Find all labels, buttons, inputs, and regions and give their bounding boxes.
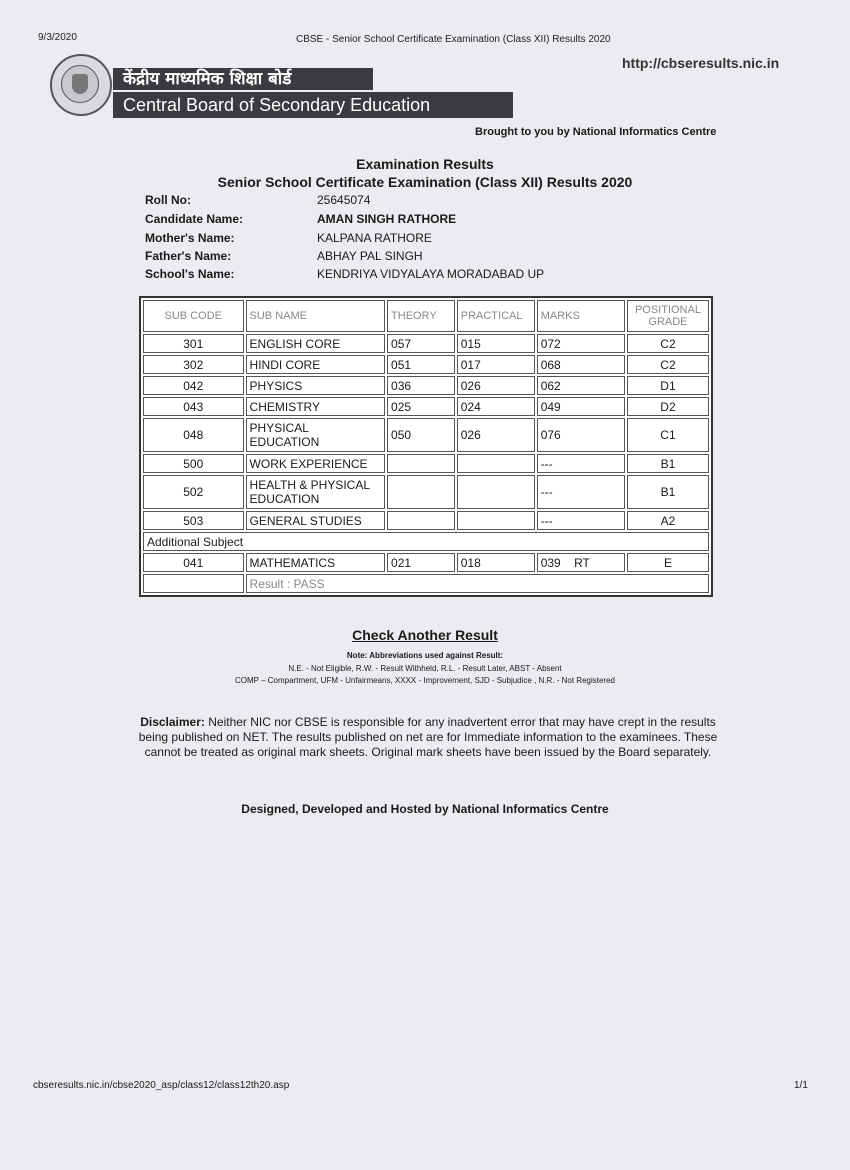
theory: 021 <box>387 553 455 572</box>
cbse-logo-icon <box>50 54 112 116</box>
mother-value: KALPANA RATHORE <box>317 231 432 245</box>
marks: --- <box>537 454 625 473</box>
father-label: Father's Name: <box>145 249 232 263</box>
result-row <box>143 574 709 593</box>
grade: C2 <box>627 355 709 374</box>
print-title: CBSE - Senior School Certificate Examination (Class XII) Results 2020 <box>296 34 611 45</box>
additional-subject-label: Additional Subject <box>143 532 709 551</box>
disclaimer <box>138 715 718 760</box>
sub-code: 502 <box>143 475 244 509</box>
note-line-2: COMP – Compartment, UFM - Unfairmeans, XXXX - Improvement, SJD - Subjudice , N.R. - Not Registered <box>235 676 615 685</box>
hindi-board-name: केंद्रीय माध्यमिक शिक्षा बोर्ड <box>113 68 373 90</box>
table-row <box>143 511 709 530</box>
table-row <box>143 475 709 509</box>
grade: C1 <box>627 418 709 452</box>
theory: 050 <box>387 418 455 452</box>
sub-name-line1: HEALTH & PHYSICAL <box>249 478 371 492</box>
practical: 018 <box>457 553 535 572</box>
exam-heading: Examination Results <box>356 156 494 172</box>
sub-code: 048 <box>143 418 244 452</box>
sub-name: GENERAL STUDIES <box>246 511 386 530</box>
sub-name <box>246 475 386 509</box>
theory: 025 <box>387 397 455 416</box>
sub-code: 041 <box>143 553 244 572</box>
table-row <box>143 376 709 395</box>
footer-page: 1/1 <box>794 1080 808 1091</box>
marks-table <box>139 296 713 597</box>
sub-name: MATHEMATICS <box>246 553 386 572</box>
theory <box>387 454 455 473</box>
note-title: Note: Abbreviations used against Result: <box>346 651 504 660</box>
disclaimer-text: Neither NIC nor CBSE is responsible for any inadvertent error that may have crept in the results being published on NET. The results published on net are for Immediate information to the examinees. These cannot be treated as original mark sheets. Original mark sheets have been issued by the Board separately. <box>138 715 718 759</box>
sub-code: 043 <box>143 397 244 416</box>
theory: 051 <box>387 355 455 374</box>
header-grade <box>627 300 709 332</box>
header-marks: MARKS <box>537 300 625 332</box>
table-row <box>143 418 709 452</box>
theory: 057 <box>387 334 455 353</box>
print-date: 9/3/2020 <box>38 32 77 43</box>
sub-code: 302 <box>143 355 244 374</box>
header-theory: THEORY <box>387 300 455 332</box>
marks: --- <box>537 475 625 509</box>
practical: 026 <box>457 418 535 452</box>
grade: D2 <box>627 397 709 416</box>
school-value: KENDRIYA VIDYALAYA MORADABAD UP <box>317 267 545 281</box>
theory: 036 <box>387 376 455 395</box>
school-label: School's Name: <box>145 267 235 281</box>
practical <box>457 454 535 473</box>
marks: 072 <box>537 334 625 353</box>
sub-name: ENGLISH CORE <box>246 334 386 353</box>
father-value: ABHAY PAL SINGH <box>317 249 423 263</box>
roll-label: Roll No: <box>145 193 191 207</box>
candidate-value: AMAN SINGH RATHORE <box>317 212 457 226</box>
header-grade-line2: GRADE <box>648 316 688 328</box>
sub-name: HINDI CORE <box>246 355 386 374</box>
table-row <box>143 553 709 572</box>
grade: A2 <box>627 511 709 530</box>
mother-label: Mother's Name: <box>145 231 235 245</box>
sub-name: WORK EXPERIENCE <box>246 454 386 473</box>
sub-name-line1: PHYSICAL <box>249 421 309 435</box>
theory <box>387 475 455 509</box>
brought-by: Brought to you by National Informatics Centre <box>475 126 717 138</box>
sub-name: CHEMISTRY <box>246 397 386 416</box>
marks-note: RT <box>574 555 590 570</box>
designed-by: Designed, Developed and Hosted by National Informatics Centre <box>241 802 609 816</box>
table-header-row <box>143 300 709 332</box>
additional-subject-row <box>143 532 709 551</box>
header-grade-line1: POSITIONAL <box>634 304 701 316</box>
header-sub-name: SUB NAME <box>246 300 386 332</box>
exam-subheading: Senior School Certificate Examination (Class XII) Results 2020 <box>217 174 633 190</box>
table-row <box>143 397 709 416</box>
footer-url: cbseresults.nic.in/cbse2020_asp/class12/class12th20.asp <box>33 1080 290 1091</box>
candidate-label: Candidate Name: <box>145 212 244 226</box>
grade: B1 <box>627 475 709 509</box>
sub-name: PHYSICS <box>246 376 386 395</box>
practical <box>457 511 535 530</box>
result-status: Result : PASS <box>246 574 709 593</box>
practical: 024 <box>457 397 535 416</box>
table-row <box>143 334 709 353</box>
check-another-result-link[interactable]: Check Another Result <box>352 627 498 643</box>
disclaimer-label: Disclaimer: <box>140 715 205 729</box>
sub-name-line2: EDUCATION <box>249 435 320 449</box>
grade: B1 <box>627 454 709 473</box>
table-row <box>143 355 709 374</box>
sub-name <box>246 418 386 452</box>
practical: 015 <box>457 334 535 353</box>
marks-value: 039 <box>540 555 561 570</box>
sub-code: 042 <box>143 376 244 395</box>
marks: 068 <box>537 355 625 374</box>
marks: 049 <box>537 397 625 416</box>
grade: D1 <box>627 376 709 395</box>
sub-name-line2: EDUCATION <box>249 492 320 506</box>
theory <box>387 511 455 530</box>
marks: 062 <box>537 376 625 395</box>
note-line-1: N.E. - Not Eligible, R.W. - Result Withheld, R.L. - Result Later, ABST - Absent <box>288 664 562 673</box>
header-sub-code: SUB CODE <box>143 300 244 332</box>
header-practical: PRACTICAL <box>457 300 535 332</box>
marks: --- <box>537 511 625 530</box>
practical <box>457 475 535 509</box>
practical: 026 <box>457 376 535 395</box>
marks <box>537 553 625 572</box>
sub-code: 500 <box>143 454 244 473</box>
table-row <box>143 454 709 473</box>
english-board-name: Central Board of Secondary Education <box>113 92 513 118</box>
result-spacer <box>143 574 244 593</box>
site-url[interactable]: http://cbseresults.nic.in <box>622 55 780 71</box>
grade: E <box>627 553 709 572</box>
practical: 017 <box>457 355 535 374</box>
sub-code: 503 <box>143 511 244 530</box>
sub-code: 301 <box>143 334 244 353</box>
grade: C2 <box>627 334 709 353</box>
roll-value: 25645074 <box>317 193 371 207</box>
marks: 076 <box>537 418 625 452</box>
